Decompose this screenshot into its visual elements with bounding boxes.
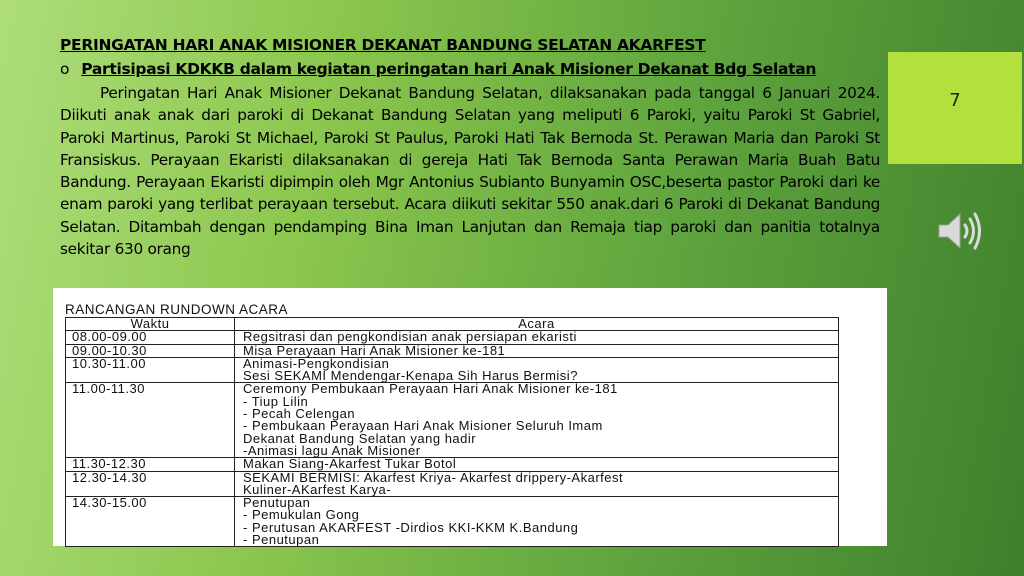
activity-line: Sesi SEKAMI Mendengar-Kenapa Sih Harus Bermisi? (243, 368, 578, 384)
bullet-heading: Partisipasi KDKKB dalam kegiatan peringatan hari Anak Misioner Dekanat Bdg Selatan (81, 60, 817, 78)
activity-line: Dekanat Bandung Selatan yang hadir (243, 430, 477, 446)
rundown-activity (235, 471, 839, 497)
activity-line: Regsitrasi dan pengkondisian anak persiapan ekaristi (243, 329, 577, 345)
activity-line: SEKAMI BERMISI: Akarfest Kriya- Akarfest drippery-Akarfest (243, 469, 624, 485)
activity-line: -Animasi lagu Anak Misioner (243, 442, 421, 458)
rundown-image (53, 288, 887, 546)
speaker-audio-icon[interactable] (934, 206, 984, 256)
bullet-item (60, 60, 816, 78)
activity-line: Makan Siang-Akarfest Tukar Botol (243, 456, 457, 472)
slide-title: PERINGATAN HARI ANAK MISIONER DEKANAT BANDUNG SELATAN AKARFEST (60, 36, 706, 54)
activity-line: Misa Perayaan Hari Anak Misioner ke-181 (243, 342, 506, 358)
rundown-title: RANCANGAN RUNDOWN ACARA (65, 302, 289, 317)
header-waktu: Waktu (66, 318, 235, 331)
page-number: 7 (949, 90, 961, 111)
activity-line: Ceremony Pembukaan Perayaan Hari Anak Misioner ke-181 (243, 381, 618, 397)
rundown-row (66, 357, 839, 383)
rundown-time: 14.30-15.00 (66, 497, 235, 547)
rundown-time: 08.00-09.00 (66, 331, 235, 344)
rundown-time: 12.30-14.30 (66, 471, 235, 497)
activity-line: - Perutusan AKARFEST -Dirdios KKI-KKM K.Bandung (243, 519, 579, 535)
activity-line: - Pemukulan Gong (243, 507, 360, 523)
rundown-activity (235, 357, 839, 383)
activity-line: Penutupan (243, 495, 311, 511)
rundown-row (66, 471, 839, 497)
activity-line: - Tiup Lilin (243, 393, 309, 409)
rundown-time: 10.30-11.00 (66, 357, 235, 383)
bullet-marker: o (60, 60, 70, 78)
rundown-row (66, 344, 839, 357)
rundown-time: 11.00-11.30 (66, 383, 235, 458)
activity-line: - Penutupan (243, 532, 320, 548)
activity-line: - Pembukaan Perayaan Hari Anak Misioner Seluruh Imam (243, 418, 603, 434)
rundown-row (66, 497, 839, 547)
body-paragraph: Peringatan Hari Anak Misioner Dekanat Bandung Selatan, dilaksanakan pada tanggal 6 Januari 2024. Diikuti anak anak dari paroki di Dekanat Bandung Selatan yang meliputi 6 Paroki, yaitu Paroki St Gabriel, Paroki Martinus, Paroki St Michael, Paroki St Paulus, Paroki Hati Tak Bernoda St. Perawan Maria dan Paroki St Fransiskus. Perayaan Ekaristi dilaksanakan di gereja Hati Tak Bernoda Santa Perawan Maria Buah Batu Bandung. Perayaan Ekaristi dipimpin oleh Mgr Antonius Subianto Bunyamin OSC,beserta pastor Paroki dari ke enam paroki yang terlibat perayaan tersebut. Acara diikuti sekitar 550 anak.dari 6 Paroki di Dekanat Bandung Selatan. Ditambah dengan pendamping Bina Iman Lanjutan dan Remaja tiap paroki dan panitia totalnya sekitar 630 orang (60, 84, 880, 259)
activity-line: Animasi-Pengkondisian (243, 355, 390, 371)
activity-line: - Pecah Celengan (243, 406, 356, 422)
rundown-time: 11.30-12.30 (66, 458, 235, 471)
rundown-time: 09.00-10.30 (66, 344, 235, 357)
page-number-box (888, 52, 1022, 164)
rundown-table (65, 317, 839, 547)
rundown-activity (235, 497, 839, 547)
header-acara: Acara (235, 318, 839, 331)
rundown-row (66, 383, 839, 458)
rundown-activity (235, 383, 839, 458)
activity-line: Kuliner-AKarfest Karya- (243, 481, 392, 497)
